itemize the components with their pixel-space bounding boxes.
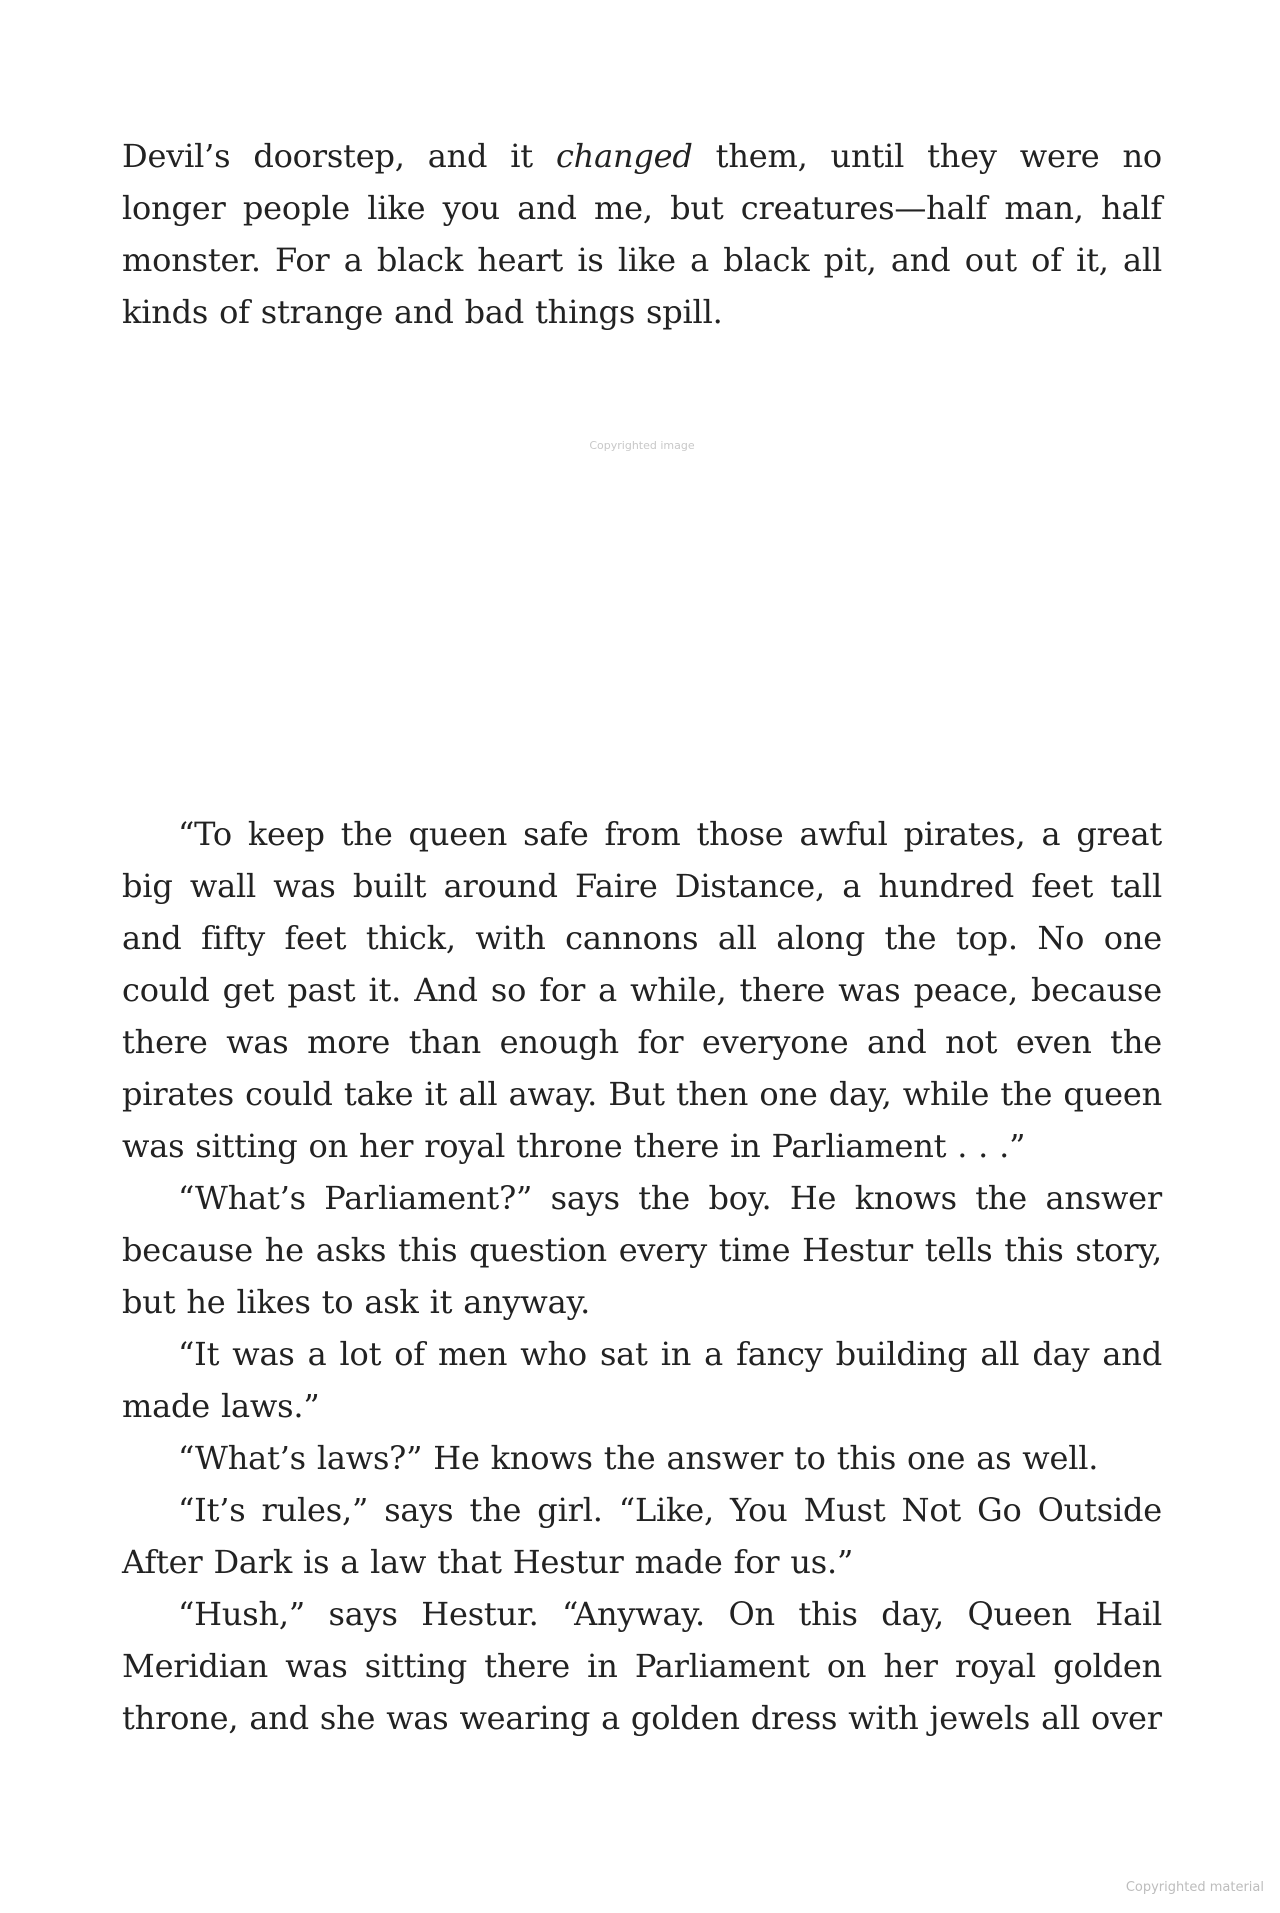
paragraph-text: Devil’s doorstep, and it — [122, 137, 556, 175]
top-text-block — [122, 130, 1162, 338]
paragraph-whats-laws: “What’s laws?” He knows the answer to this one as well. — [178, 1439, 1099, 1477]
emphasis-changed: changed — [555, 137, 693, 175]
image-placeholder — [122, 340, 1162, 800]
paragraph-text: them, until they were no longer people like you and me, but creatures—half man, half monster. For a black heart is like a black pit, and out of it, all kinds of strange and bad things spill. — [122, 137, 1162, 331]
paragraph-queen-wall: “To keep the queen safe from those awful pirates, a great big wall was built around Faire Distance, a hundred feet tall and fifty feet thick, with cannons all along the top. No one could get past it. And so for a while, there was peace, because there was more than enough for everyone and not even the pirates could take it all away. But then one day, while the queen was sitting on her royal throne there in Parliament . . .” — [122, 815, 1162, 1165]
paragraph-hush: “Hush,” says Hestur. “Anyway. On this day, Queen Hail Meridian was sitting there in Parliament on her royal golden throne, and she was wearing a golden dress with jewels all over — [122, 1595, 1162, 1737]
paragraph-devils-doorstep — [122, 130, 1162, 338]
copyright-footer: Copyrighted material — [1125, 1880, 1264, 1895]
image-caption: Copyrighted image — [589, 438, 695, 452]
paragraph-men-laws: “It was a lot of men who sat in a fancy building all day and made laws.” — [122, 1335, 1162, 1425]
paragraph-whats-parliament: “What’s Parliament?” says the boy. He knows the answer because he asks this question every time Hestur tells this story, but he likes to ask it anyway. — [122, 1179, 1162, 1321]
main-text-block — [122, 808, 1162, 1744]
paragraph-its-rules: “It’s rules,” says the girl. “Like, You Must Not Go Outside After Dark is a law that Hestur made for us.” — [122, 1491, 1162, 1581]
